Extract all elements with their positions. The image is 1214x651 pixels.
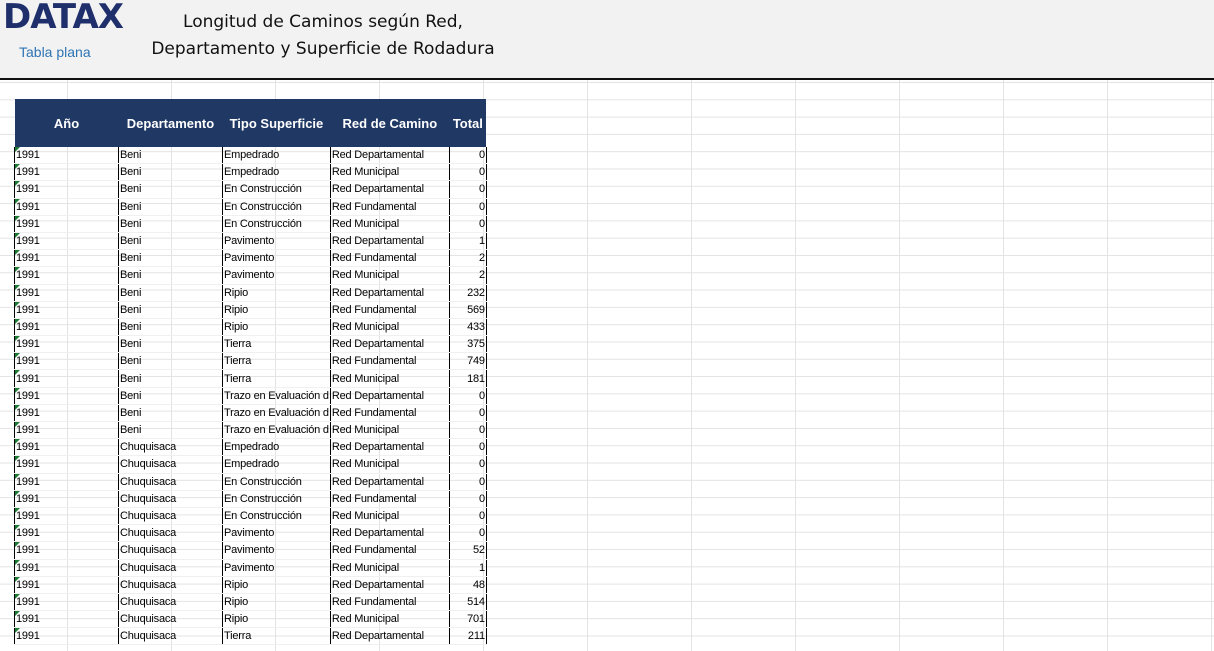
cell-tipo-superficie[interactable]: En Construcción [223, 215, 331, 232]
cell-total[interactable]: 433 [449, 318, 486, 335]
cell-tipo-superficie[interactable]: Pavimento [223, 232, 331, 249]
cell-ano[interactable]: 1991 [15, 456, 119, 473]
cell-ano[interactable]: 1991 [15, 215, 119, 232]
cell-departamento[interactable]: Chuquisaca [119, 525, 223, 542]
cell-departamento[interactable]: Beni [119, 370, 223, 387]
table-row [15, 215, 487, 232]
cell-departamento[interactable]: Beni [119, 284, 223, 301]
cell-departamento[interactable]: Beni [119, 422, 223, 439]
cell-departamento[interactable]: Beni [119, 250, 223, 267]
column-header-tipo-superficie[interactable]: Tipo Superficie [223, 99, 331, 147]
cell-departamento[interactable]: Chuquisaca [119, 507, 223, 524]
cell-red-de-camino[interactable]: Red Departamental [330, 576, 449, 593]
cell-tipo-superficie[interactable]: Trazo en Evaluación d [223, 404, 331, 421]
cell-departamento[interactable]: Chuquisaca [119, 576, 223, 593]
cell-departamento[interactable]: Beni [119, 198, 223, 215]
cell-red-de-camino[interactable]: Red Fundamental [330, 490, 449, 507]
report-title-line-2: Departamento y Superficie de Rodadura [151, 39, 495, 59]
report-title-line-1: Longitud de Caminos según Red, [183, 12, 463, 32]
cell-ano[interactable]: 1991 [15, 370, 119, 387]
table-row [15, 198, 487, 215]
cell-total[interactable]: 0 [449, 198, 486, 215]
cell-total[interactable]: 0 [449, 490, 486, 507]
cell-tipo-superficie[interactable]: Pavimento [223, 542, 331, 559]
cell-departamento[interactable]: Beni [119, 232, 223, 249]
datax-logo: DATAX [3, 0, 123, 37]
cell-total[interactable]: 0 [449, 422, 486, 439]
cell-tipo-superficie[interactable]: En Construcción [223, 473, 331, 490]
cell-total[interactable]: 181 [449, 370, 486, 387]
cell-total[interactable]: 0 [449, 456, 486, 473]
cell-departamento[interactable]: Beni [119, 147, 223, 164]
cell-red-de-camino[interactable]: Red Departamental [330, 336, 449, 353]
cell-tipo-superficie[interactable]: Pavimento [223, 250, 331, 267]
cell-total[interactable]: 749 [449, 353, 486, 370]
table-row [15, 456, 487, 473]
cell-ano[interactable]: 1991 [15, 490, 119, 507]
table-row [15, 473, 487, 490]
cell-departamento[interactable]: Beni [119, 164, 223, 181]
cell-red-de-camino[interactable]: Red Municipal [330, 370, 449, 387]
table-row [15, 147, 487, 164]
cell-ano[interactable]: 1991 [15, 404, 119, 421]
cell-departamento[interactable]: Chuquisaca [119, 559, 223, 576]
data-table [14, 99, 487, 645]
cell-total[interactable]: 569 [449, 301, 486, 318]
table-row [15, 318, 487, 335]
cell-total[interactable]: 375 [449, 336, 486, 353]
column-header-total[interactable]: Total [449, 99, 486, 147]
table-row [15, 370, 487, 387]
cell-total[interactable]: 0 [449, 473, 486, 490]
cell-departamento[interactable]: Chuquisaca [119, 473, 223, 490]
cell-tipo-superficie[interactable]: Trazo en Evaluación d [223, 387, 331, 404]
cell-ano[interactable]: 1991 [15, 198, 119, 215]
cell-ano[interactable]: 1991 [15, 181, 119, 198]
cell-total[interactable]: 232 [449, 284, 486, 301]
cell-total[interactable]: 701 [449, 611, 486, 628]
cell-red-de-camino[interactable]: Red Municipal [330, 267, 449, 284]
cell-departamento[interactable]: Chuquisaca [119, 593, 223, 610]
cell-departamento[interactable]: Beni [119, 181, 223, 198]
cell-total[interactable]: 211 [449, 628, 486, 645]
cell-total[interactable]: 52 [449, 542, 486, 559]
cell-ano[interactable]: 1991 [15, 336, 119, 353]
cell-red-de-camino[interactable]: Red Departamental [330, 284, 449, 301]
cell-red-de-camino[interactable]: Red Fundamental [330, 542, 449, 559]
cell-ano[interactable]: 1991 [15, 422, 119, 439]
table-row [15, 164, 487, 181]
cell-tipo-superficie[interactable]: Tierra [223, 628, 331, 645]
cell-total[interactable]: 0 [449, 387, 486, 404]
cell-tipo-superficie[interactable]: Tierra [223, 353, 331, 370]
cell-total[interactable]: 0 [449, 181, 486, 198]
cell-tipo-superficie[interactable]: Ripio [223, 611, 331, 628]
cell-ano[interactable]: 1991 [15, 507, 119, 524]
cell-tipo-superficie[interactable]: En Construcción [223, 181, 331, 198]
table-header-row [15, 99, 487, 147]
cell-tipo-superficie[interactable]: Trazo en Evaluación d [223, 422, 331, 439]
cell-ano[interactable]: 1991 [15, 353, 119, 370]
table-row [15, 387, 487, 404]
cell-departamento[interactable]: Chuquisaca [119, 490, 223, 507]
cell-total[interactable]: 1 [449, 232, 486, 249]
cell-total[interactable]: 2 [449, 267, 486, 284]
cell-departamento[interactable]: Beni [119, 404, 223, 421]
cell-red-de-camino[interactable]: Red Departamental [330, 473, 449, 490]
cell-red-de-camino[interactable]: Red Departamental [330, 525, 449, 542]
cell-red-de-camino[interactable]: Red Fundamental [330, 353, 449, 370]
cell-red-de-camino[interactable]: Red Municipal [330, 611, 449, 628]
cell-tipo-superficie[interactable]: En Construcción [223, 198, 331, 215]
cell-total[interactable]: 2 [449, 250, 486, 267]
cell-ano[interactable]: 1991 [15, 525, 119, 542]
cell-departamento[interactable]: Beni [119, 353, 223, 370]
cell-tipo-superficie[interactable]: Empedrado [223, 456, 331, 473]
cell-ano[interactable]: 1991 [15, 301, 119, 318]
table-row [15, 181, 487, 198]
cell-red-de-camino[interactable]: Red Departamental [330, 181, 449, 198]
cell-tipo-superficie[interactable]: Tierra [223, 336, 331, 353]
table-row [15, 628, 487, 645]
cell-ano[interactable]: 1991 [15, 576, 119, 593]
cell-departamento[interactable]: Chuquisaca [119, 456, 223, 473]
table-row [15, 404, 487, 421]
cell-total[interactable]: 0 [449, 439, 486, 456]
cell-red-de-camino[interactable]: Red Departamental [330, 147, 449, 164]
cell-tipo-superficie[interactable]: Ripio [223, 318, 331, 335]
table-row [15, 336, 487, 353]
cell-ano[interactable]: 1991 [15, 164, 119, 181]
cell-ano[interactable]: 1991 [15, 593, 119, 610]
cell-departamento[interactable]: Beni [119, 301, 223, 318]
cell-departamento[interactable]: Chuquisaca [119, 542, 223, 559]
cell-ano[interactable]: 1991 [15, 250, 119, 267]
cell-total[interactable]: 1 [449, 559, 486, 576]
cell-ano[interactable]: 1991 [15, 439, 119, 456]
cell-ano[interactable]: 1991 [15, 628, 119, 645]
cell-red-de-camino[interactable]: Red Fundamental [330, 404, 449, 421]
cell-red-de-camino[interactable]: Red Municipal [330, 559, 449, 576]
cell-departamento[interactable]: Chuquisaca [119, 611, 223, 628]
report-subtitle: Tabla plana [19, 44, 91, 60]
report-header [0, 0, 1214, 80]
cell-red-de-camino[interactable]: Red Municipal [330, 164, 449, 181]
cell-tipo-superficie[interactable]: Ripio [223, 576, 331, 593]
table-row [15, 267, 487, 284]
cell-tipo-superficie[interactable]: En Construcción [223, 490, 331, 507]
cell-red-de-camino[interactable]: Red Municipal [330, 456, 449, 473]
cell-total[interactable]: 0 [449, 215, 486, 232]
report-title [150, 9, 496, 63]
cell-ano[interactable]: 1991 [15, 232, 119, 249]
cell-tipo-superficie[interactable]: Ripio [223, 593, 331, 610]
cell-ano[interactable]: 1991 [15, 473, 119, 490]
table-row [15, 422, 487, 439]
table-row [15, 250, 487, 267]
cell-total[interactable]: 514 [449, 593, 486, 610]
cell-ano[interactable]: 1991 [15, 147, 119, 164]
cell-ano[interactable]: 1991 [15, 267, 119, 284]
cell-total[interactable]: 0 [449, 404, 486, 421]
table-row [15, 301, 487, 318]
cell-ano[interactable]: 1991 [15, 559, 119, 576]
table-row [15, 439, 487, 456]
cell-tipo-superficie[interactable]: Empedrado [223, 147, 331, 164]
cell-tipo-superficie[interactable]: Empedrado [223, 439, 331, 456]
cell-red-de-camino[interactable]: Red Fundamental [330, 301, 449, 318]
cell-ano[interactable]: 1991 [15, 318, 119, 335]
cell-tipo-superficie[interactable]: Pavimento [223, 267, 331, 284]
cell-tipo-superficie[interactable]: Ripio [223, 301, 331, 318]
cell-departamento[interactable]: Chuquisaca [119, 439, 223, 456]
column-header-ano[interactable]: Año [15, 99, 119, 147]
table-row [15, 593, 487, 610]
table-row [15, 559, 487, 576]
cell-total[interactable]: 0 [449, 525, 486, 542]
cell-ano[interactable]: 1991 [15, 611, 119, 628]
table-row [15, 284, 487, 301]
cell-tipo-superficie[interactable]: En Construcción [223, 507, 331, 524]
cell-tipo-superficie[interactable]: Ripio [223, 284, 331, 301]
cell-tipo-superficie[interactable]: Tierra [223, 370, 331, 387]
cell-departamento[interactable]: Beni [119, 318, 223, 335]
cell-departamento[interactable]: Beni [119, 267, 223, 284]
cell-ano[interactable]: 1991 [15, 284, 119, 301]
cell-red-de-camino[interactable]: Red Departamental [330, 628, 449, 645]
cell-red-de-camino[interactable]: Red Departamental [330, 439, 449, 456]
column-header-departamento[interactable]: Departamento [119, 99, 223, 147]
cell-red-de-camino[interactable]: Red Municipal [330, 422, 449, 439]
cell-red-de-camino[interactable]: Red Municipal [330, 318, 449, 335]
cell-red-de-camino[interactable]: Red Municipal [330, 215, 449, 232]
table-row [15, 576, 487, 593]
table-row [15, 353, 487, 370]
cell-red-de-camino[interactable]: Red Fundamental [330, 250, 449, 267]
table-row [15, 542, 487, 559]
cell-departamento[interactable]: Chuquisaca [119, 628, 223, 645]
cell-departamento[interactable]: Beni [119, 387, 223, 404]
cell-total[interactable]: 0 [449, 507, 486, 524]
cell-departamento[interactable]: Beni [119, 215, 223, 232]
cell-red-de-camino[interactable]: Red Departamental [330, 232, 449, 249]
cell-ano[interactable]: 1991 [15, 542, 119, 559]
table-row [15, 525, 487, 542]
table-row [15, 611, 487, 628]
column-header-red-de-camino[interactable]: Red de Camino [330, 99, 449, 147]
cell-red-de-camino[interactable]: Red Departamental [330, 387, 449, 404]
cell-red-de-camino[interactable]: Red Fundamental [330, 198, 449, 215]
cell-tipo-superficie[interactable]: Pavimento [223, 559, 331, 576]
table-row [15, 507, 487, 524]
cell-ano[interactable]: 1991 [15, 387, 119, 404]
cell-departamento[interactable]: Beni [119, 336, 223, 353]
cell-tipo-superficie[interactable]: Pavimento [223, 525, 331, 542]
cell-total[interactable]: 0 [449, 147, 486, 164]
cell-total[interactable]: 0 [449, 164, 486, 181]
cell-tipo-superficie[interactable]: Empedrado [223, 164, 331, 181]
cell-total[interactable]: 48 [449, 576, 486, 593]
cell-red-de-camino[interactable]: Red Municipal [330, 507, 449, 524]
cell-red-de-camino[interactable]: Red Fundamental [330, 593, 449, 610]
table-row [15, 232, 487, 249]
table-row [15, 490, 487, 507]
